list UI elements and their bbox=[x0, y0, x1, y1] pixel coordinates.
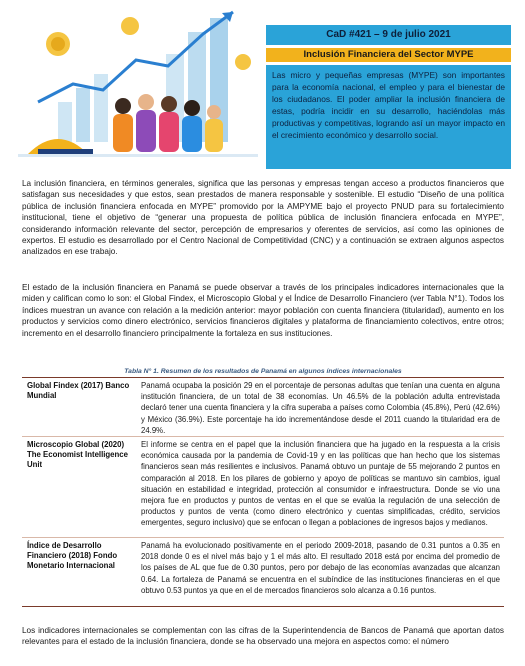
results-table bbox=[22, 377, 504, 607]
issue-date: CaD #421 – 9 de julio 2021 bbox=[266, 25, 511, 45]
financial-inclusion-illustration bbox=[18, 4, 258, 174]
table-row bbox=[22, 378, 504, 437]
article-summary: Las micro y pequeñas empresas (MYPE) son importantes para la economía nacional, el empleo y para el bienestar de los ciudadanos. El poder ampliar la inclusión financiera de estas, podría incidir en su desarrollo, haciéndolas más productivas y competitivas, logrando así un mayor impacto en el crecimiento económico y desarrollo social. bbox=[266, 65, 511, 169]
table-caption: Tabla N° 1. Resumen de los resultados de Panamá en algunos índices internacionales bbox=[124, 368, 402, 375]
table-row bbox=[22, 538, 504, 607]
index-description: Panamá ha evolucionado positivamente en el periodo 2009-2018, pasando de 0.31 puntos a 0.35 en 2018 donde 0 es el nivel más bajo y 1 el más alto. El resultado 2018 está por encima del promedio de los países de AL que fue de 0.30 puntos, pero por debajo de las economías avanzadas que alcanzan 0.64. La fortaleza de Panamá se encuentra en el subíndice de las instituciones financieras en el que obtuvo 0.53 puntos ya que en el de mercados financieros solo alcanza a 0.16 puntos. bbox=[141, 541, 500, 595]
index-description: Panamá ocupaba la posición 29 en el porcentaje de personas adultas que tenían una cuenta en alguna institución financiera, de un total de 38 economías. Un 46.5% de la población adulta entrevistada declaró tener una cuenta financiera y la cifra superaba a países como Colombia (45.8%), Perú (42.6%) y México (36.9%). Este porcentaje ha ido incrementándose desde el 2011 cuando la titularidad era de 24.9%. bbox=[141, 381, 500, 435]
index-name: Índice de Desarrollo Financiero (2018) Fondo Monetario Internacional bbox=[27, 541, 118, 570]
index-name: Microscopio Global (2020) The Economist Intelligence Unit bbox=[27, 440, 128, 469]
index-name: Global Findex (2017) Banco Mundial bbox=[27, 381, 130, 400]
paragraph-indicators: El estado de la inclusión financiera en Panamá se puede observar a través de los principales indicadores internacionales que la miden y califican como lo son: el Global Findex, el Microscopio Global y el Índice de Desarrollo Financiero (ver Tabla N°1). Todos los índices muestran un avance con relación a la medición anterior: mayor población con cuenta financiera (titularidad), aumento en los productos y servicios como dinero electrónico, servicios financieros digitales y plataforma de financiamiento colectivos, entre otros; incremento en el desarrollo financiero principalmente la fortaleza en sus instituciones. bbox=[22, 283, 504, 338]
article-title: Inclusión Financiera del Sector MYPE bbox=[266, 48, 511, 62]
newsletter-header bbox=[266, 25, 511, 169]
table-row bbox=[22, 437, 504, 538]
paragraph-intro: La inclusión financiera, en términos generales, significa que las personas y empresas tengan acceso a productos financieros que satisfagan sus necesidades y que estos, sean prestados de manera responsable y sostenible. El estudio “Diseño de una política pública de inclusión financiera enfocada en MYPE” promovido por la AMPYME bajo el proyecto PNUD para su fortalecimiento institucional, tiene el objetivo de “generar una propuesta de política pública de inclusión financiera enfocada en MYPE”, considerando información relevante del sector, percepción de empresarios y oferentes de servicios, así como las opiniones de expertos. El estudio es desarrollado por el Centro Nacional de Competitividad (CNC) y a continuación se extraen algunos aspectos analizados en ese trabajo. bbox=[22, 179, 504, 257]
index-description: El informe se centra en el papel que la inclusión financiera que ha jugado en la respuesta a la crisis económica causada por la pandemia de Covid-19 y en las políticas que han hecho que los sistemas financieros sean más resilientes e inclusivos. Panamá obtuvo un puntaje de 55 mejorando 2 puntos en comparación al 2018. En los pilares de gobierno y apoyo de políticas se mantuvo sin cambios, igual situación en estabilidad e integridad, protección al consumidor e infraestructura. Donde se vio una mejora fue en productos y puntos de ventas en el que se evalúa la regulación de una selección de productos y puntos de venta (como dinero electrónico y cuentas simplificadas, crédito, servicios emergentes, seguro inclusivo) que se enfocan o llegan a poblaciones de ingresos bajos y medianos. bbox=[141, 440, 500, 528]
paragraph-complement: Los indicadores internacionales se complementan con las cifras de la Superintendencia de Bancos de Panamá que aportan datos relevantes para el estado de la inclusión financiera, donde se ha observado una mejora en aspectos como: el número bbox=[22, 626, 504, 647]
